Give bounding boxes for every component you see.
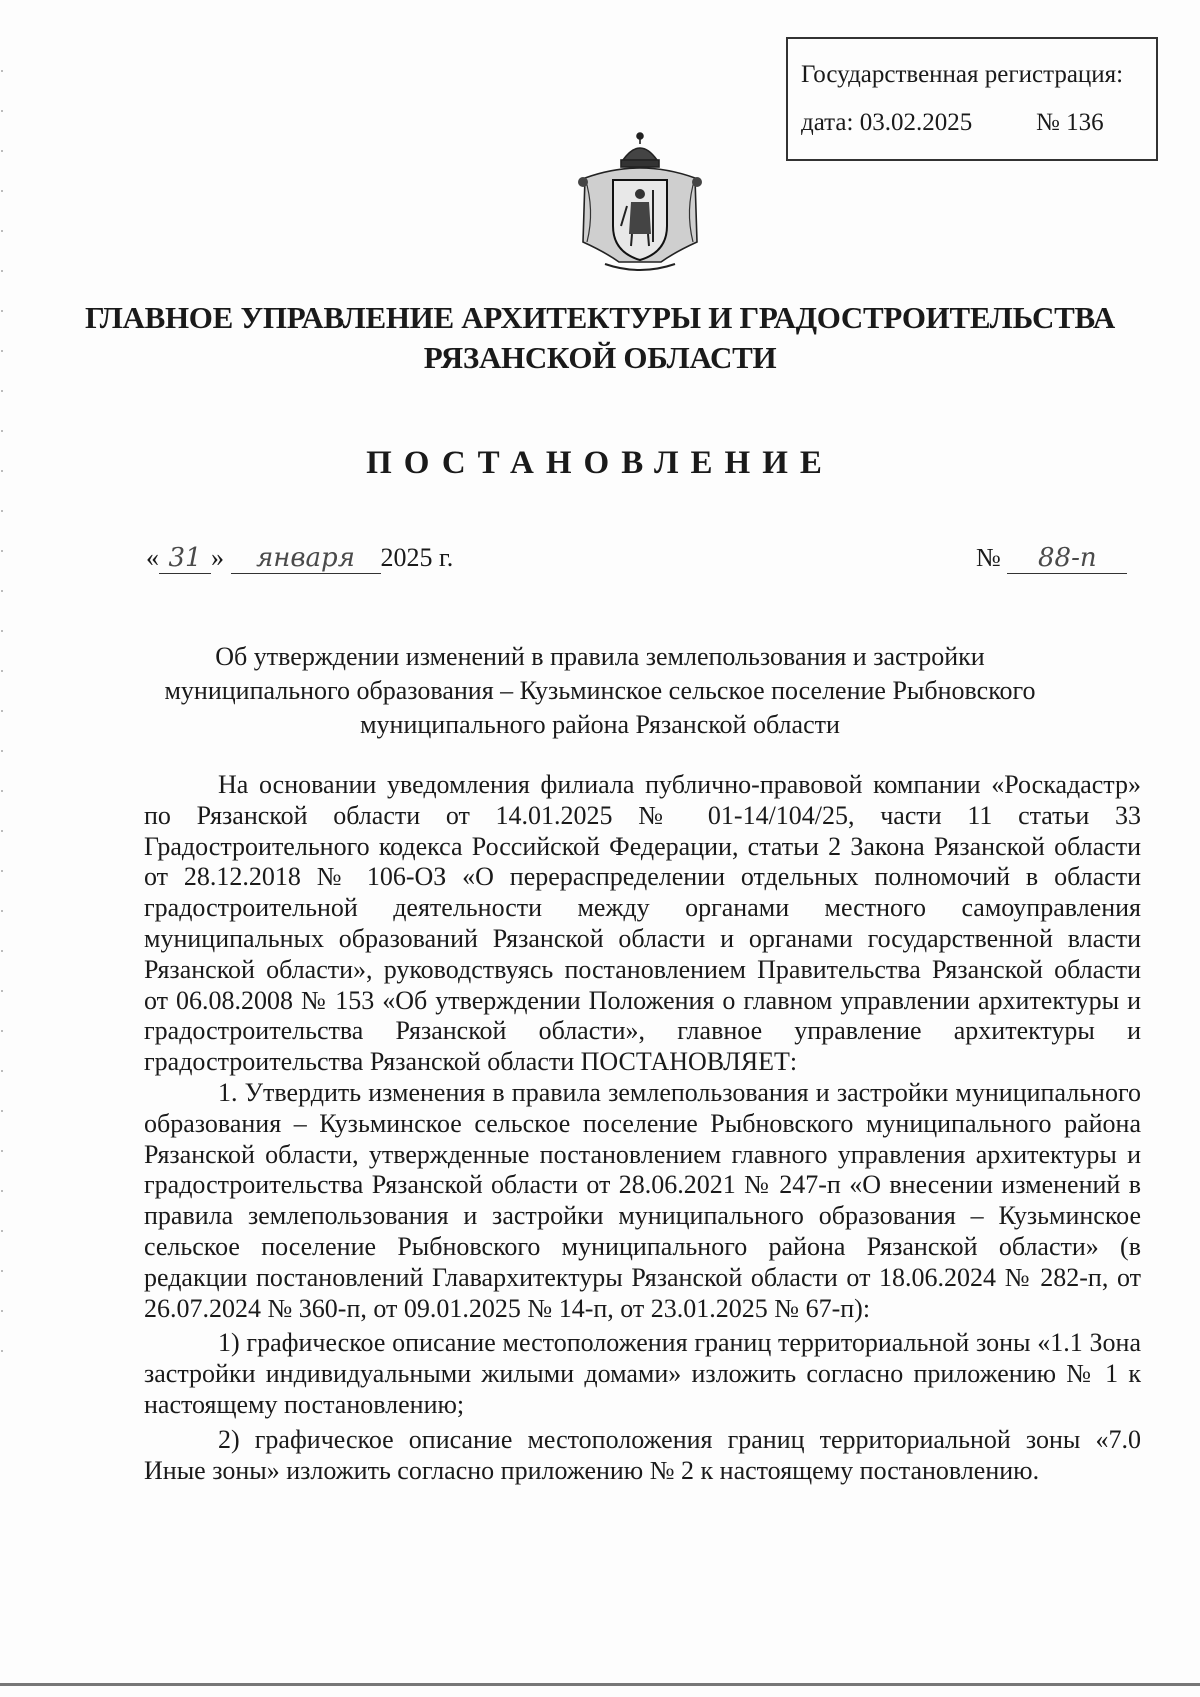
subitem-1-paragraph: 1) графическое описание местоположения границ территориальной зоны «1.1 Зона застройки индивидуальными жилыми домами» изложить согласно приложению № 1 к настоящему постановлению; (144, 1328, 1141, 1419)
document-number-label: № (976, 543, 1001, 572)
item-1-paragraph: 1. Утвердить изменения в правила землепользования и застройки муниципального образования – Кузьминское сельское поселение Рыбновского муниципального района Рязанской области, утвержденные постановлением главного управления архитектуры и градостроительства Рязанской области от 28.06.2021 № 247-п «О внесении изменений в правила землепользования и застройки муниципального образования – Кузьминское сельское поселение Рыбновского муниципального района Рязанской области» (в редакции постановлений Главархитектуры Рязанской области от 18.06.2024 № 282-п, от 26.07.2024 № 360-п, от 09.01.2025 № 14-п, от 23.01.2025 № 67-п): (144, 1077, 1141, 1323)
date-close-quote: » (211, 543, 224, 572)
preamble-paragraph: На основании уведомления филиала публично-правовой компании «Роскадастр» по Рязанской области от 14.01.2025 № 01-14/104/25, части 11 статьи 33 Градостроительного кодекса Российской Федерации, статьи 2 Закона Рязанской области от 28.12.2018 № 106-ОЗ «О перераспределении отдельных полномочий в области градостроительной деятельности между органами местного самоуправления муниципальных образований Рязанской области и органами государственной власти Рязанской области», руководствуясь постановлением Правительства Рязанской области от 06.08.2008 № 153 «Об утверждении Положения о главном управлении архитектуры и градостроительства Рязанской области», главное управление архитектуры и градостроительства Рязанской области ПОСТАНОВЛЯЕТ: (144, 770, 1141, 1077)
subject-line1: Об утверждении изменений в правила землепользования и застройки (215, 642, 985, 671)
coat-of-arms-icon (565, 130, 715, 280)
date-day-handwritten: 31 (159, 543, 211, 574)
registration-number: № 136 (1036, 109, 1104, 136)
organization-title (0, 298, 1200, 378)
scan-bottom-edge (0, 1683, 1200, 1686)
date-year: 2025 г. (380, 543, 454, 572)
document-date (146, 543, 453, 574)
registration-title: Государственная регистрация: (801, 61, 1124, 88)
document-number-handwritten: 88-п (1007, 543, 1127, 574)
subject-line3: муниципального района Рязанской области (360, 710, 840, 739)
date-month-handwritten: января (231, 543, 381, 574)
document-type-heading: ПОСТАНОВЛЕНИЕ (366, 445, 834, 481)
subject-line2: муниципального образования – Кузьминское сельское поселение Рыбновского (164, 676, 1036, 705)
date-open-quote: « (146, 543, 159, 572)
document-number (976, 543, 1127, 574)
scan-edge-marks (1, 70, 3, 1370)
organization-title-line2: РЯЗАНСКОЙ ОБЛАСТИ (423, 340, 777, 375)
document-body (144, 770, 1141, 1486)
document-subject (130, 640, 1070, 742)
registration-stamp (786, 37, 1158, 161)
subitem-2-paragraph: 2) графическое описание местоположения границ территориальной зоны «7.0 Иные зоны» изложить согласно приложению № 2 к настоящему постановлению. (144, 1424, 1141, 1485)
registration-date: дата: 03.02.2025 (801, 109, 973, 136)
organization-title-line1: ГЛАВНОЕ УПРАВЛЕНИЕ АРХИТЕКТУРЫ И ГРАДОСТРОИТЕЛЬСТВА (84, 300, 1115, 335)
